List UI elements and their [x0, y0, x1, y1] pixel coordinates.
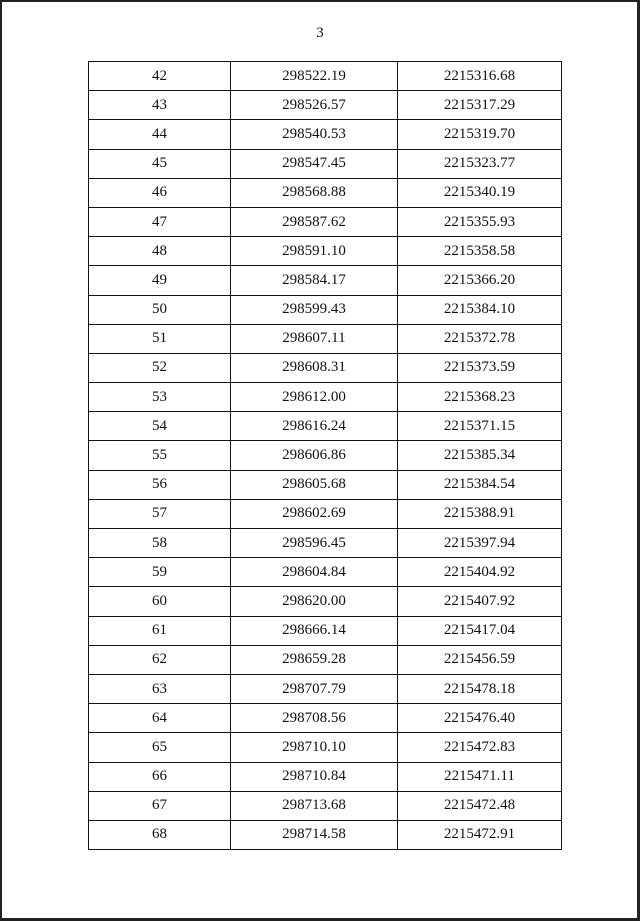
y-coordinate-cell: 2215456.59 [398, 645, 562, 674]
x-coordinate-cell: 298710.84 [231, 762, 398, 791]
point-number-cell: 44 [89, 120, 231, 149]
x-coordinate-cell: 298659.28 [231, 645, 398, 674]
y-coordinate-cell: 2215384.10 [398, 295, 562, 324]
coordinates-table [88, 61, 562, 850]
table-row [89, 207, 562, 236]
x-coordinate-cell: 298605.68 [231, 470, 398, 499]
x-coordinate-cell: 298602.69 [231, 499, 398, 528]
x-coordinate-cell: 298714.58 [231, 820, 398, 849]
point-number-cell: 64 [89, 704, 231, 733]
point-number-cell: 59 [89, 558, 231, 587]
point-number-cell: 61 [89, 616, 231, 645]
table-row [89, 266, 562, 295]
x-coordinate-cell: 298568.88 [231, 178, 398, 207]
point-number-cell: 58 [89, 529, 231, 558]
point-number-cell: 53 [89, 383, 231, 412]
table-row [89, 645, 562, 674]
page-edge-top [0, 0, 640, 2]
table-row [89, 704, 562, 733]
table-row [89, 324, 562, 353]
y-coordinate-cell: 2215472.83 [398, 733, 562, 762]
y-coordinate-cell: 2215371.15 [398, 412, 562, 441]
x-coordinate-cell: 298547.45 [231, 149, 398, 178]
table-row [89, 91, 562, 120]
y-coordinate-cell: 2215368.23 [398, 383, 562, 412]
x-coordinate-cell: 298540.53 [231, 120, 398, 149]
table-row [89, 616, 562, 645]
x-coordinate-cell: 298526.57 [231, 91, 398, 120]
y-coordinate-cell: 2215472.91 [398, 820, 562, 849]
y-coordinate-cell: 2215319.70 [398, 120, 562, 149]
table-row [89, 120, 562, 149]
y-coordinate-cell: 2215316.68 [398, 62, 562, 91]
point-number-cell: 48 [89, 237, 231, 266]
y-coordinate-cell: 2215472.48 [398, 791, 562, 820]
coordinates-table-body [89, 62, 562, 850]
page-edge-left [0, 0, 2, 921]
y-coordinate-cell: 2215471.11 [398, 762, 562, 791]
point-number-cell: 55 [89, 441, 231, 470]
y-coordinate-cell: 2215478.18 [398, 674, 562, 703]
point-number-cell: 56 [89, 470, 231, 499]
y-coordinate-cell: 2215355.93 [398, 207, 562, 236]
y-coordinate-cell: 2215417.04 [398, 616, 562, 645]
point-number-cell: 65 [89, 733, 231, 762]
y-coordinate-cell: 2215388.91 [398, 499, 562, 528]
point-number-cell: 67 [89, 791, 231, 820]
point-number-cell: 60 [89, 587, 231, 616]
x-coordinate-cell: 298710.10 [231, 733, 398, 762]
page-number: 3 [316, 25, 324, 41]
x-coordinate-cell: 298604.84 [231, 558, 398, 587]
point-number-cell: 49 [89, 266, 231, 295]
table-row [89, 383, 562, 412]
point-number-cell: 62 [89, 645, 231, 674]
point-number-cell: 51 [89, 324, 231, 353]
y-coordinate-cell: 2215372.78 [398, 324, 562, 353]
point-number-cell: 66 [89, 762, 231, 791]
x-coordinate-cell: 298620.00 [231, 587, 398, 616]
x-coordinate-cell: 298607.11 [231, 324, 398, 353]
x-coordinate-cell: 298707.79 [231, 674, 398, 703]
x-coordinate-cell: 298608.31 [231, 353, 398, 382]
y-coordinate-cell: 2215407.92 [398, 587, 562, 616]
y-coordinate-cell: 2215323.77 [398, 149, 562, 178]
point-number-cell: 52 [89, 353, 231, 382]
table-row [89, 441, 562, 470]
table-row [89, 470, 562, 499]
table-row [89, 178, 562, 207]
table-row [89, 499, 562, 528]
y-coordinate-cell: 2215340.19 [398, 178, 562, 207]
point-number-cell: 57 [89, 499, 231, 528]
table-row [89, 295, 562, 324]
point-number-cell: 68 [89, 820, 231, 849]
table-row [89, 674, 562, 703]
table-row [89, 587, 562, 616]
table-row [89, 412, 562, 441]
point-number-cell: 47 [89, 207, 231, 236]
y-coordinate-cell: 2215404.92 [398, 558, 562, 587]
y-coordinate-cell: 2215373.59 [398, 353, 562, 382]
y-coordinate-cell: 2215366.20 [398, 266, 562, 295]
x-coordinate-cell: 298612.00 [231, 383, 398, 412]
x-coordinate-cell: 298596.45 [231, 529, 398, 558]
table-row [89, 353, 562, 382]
table-row [89, 62, 562, 91]
table-row [89, 529, 562, 558]
x-coordinate-cell: 298587.62 [231, 207, 398, 236]
y-coordinate-cell: 2215384.54 [398, 470, 562, 499]
x-coordinate-cell: 298584.17 [231, 266, 398, 295]
y-coordinate-cell: 2215397.94 [398, 529, 562, 558]
point-number-cell: 46 [89, 178, 231, 207]
table-row [89, 149, 562, 178]
y-coordinate-cell: 2215476.40 [398, 704, 562, 733]
x-coordinate-cell: 298591.10 [231, 237, 398, 266]
x-coordinate-cell: 298708.56 [231, 704, 398, 733]
y-coordinate-cell: 2215385.34 [398, 441, 562, 470]
table-row [89, 237, 562, 266]
point-number-cell: 50 [89, 295, 231, 324]
y-coordinate-cell: 2215358.58 [398, 237, 562, 266]
point-number-cell: 45 [89, 149, 231, 178]
point-number-cell: 43 [89, 91, 231, 120]
point-number-cell: 54 [89, 412, 231, 441]
table-row [89, 733, 562, 762]
point-number-cell: 42 [89, 62, 231, 91]
x-coordinate-cell: 298616.24 [231, 412, 398, 441]
x-coordinate-cell: 298606.86 [231, 441, 398, 470]
x-coordinate-cell: 298599.43 [231, 295, 398, 324]
table-row [89, 762, 562, 791]
y-coordinate-cell: 2215317.29 [398, 91, 562, 120]
x-coordinate-cell: 298666.14 [231, 616, 398, 645]
point-number-cell: 63 [89, 674, 231, 703]
table-row [89, 558, 562, 587]
x-coordinate-cell: 298713.68 [231, 791, 398, 820]
table-row [89, 791, 562, 820]
x-coordinate-cell: 298522.19 [231, 62, 398, 91]
table-row [89, 820, 562, 849]
